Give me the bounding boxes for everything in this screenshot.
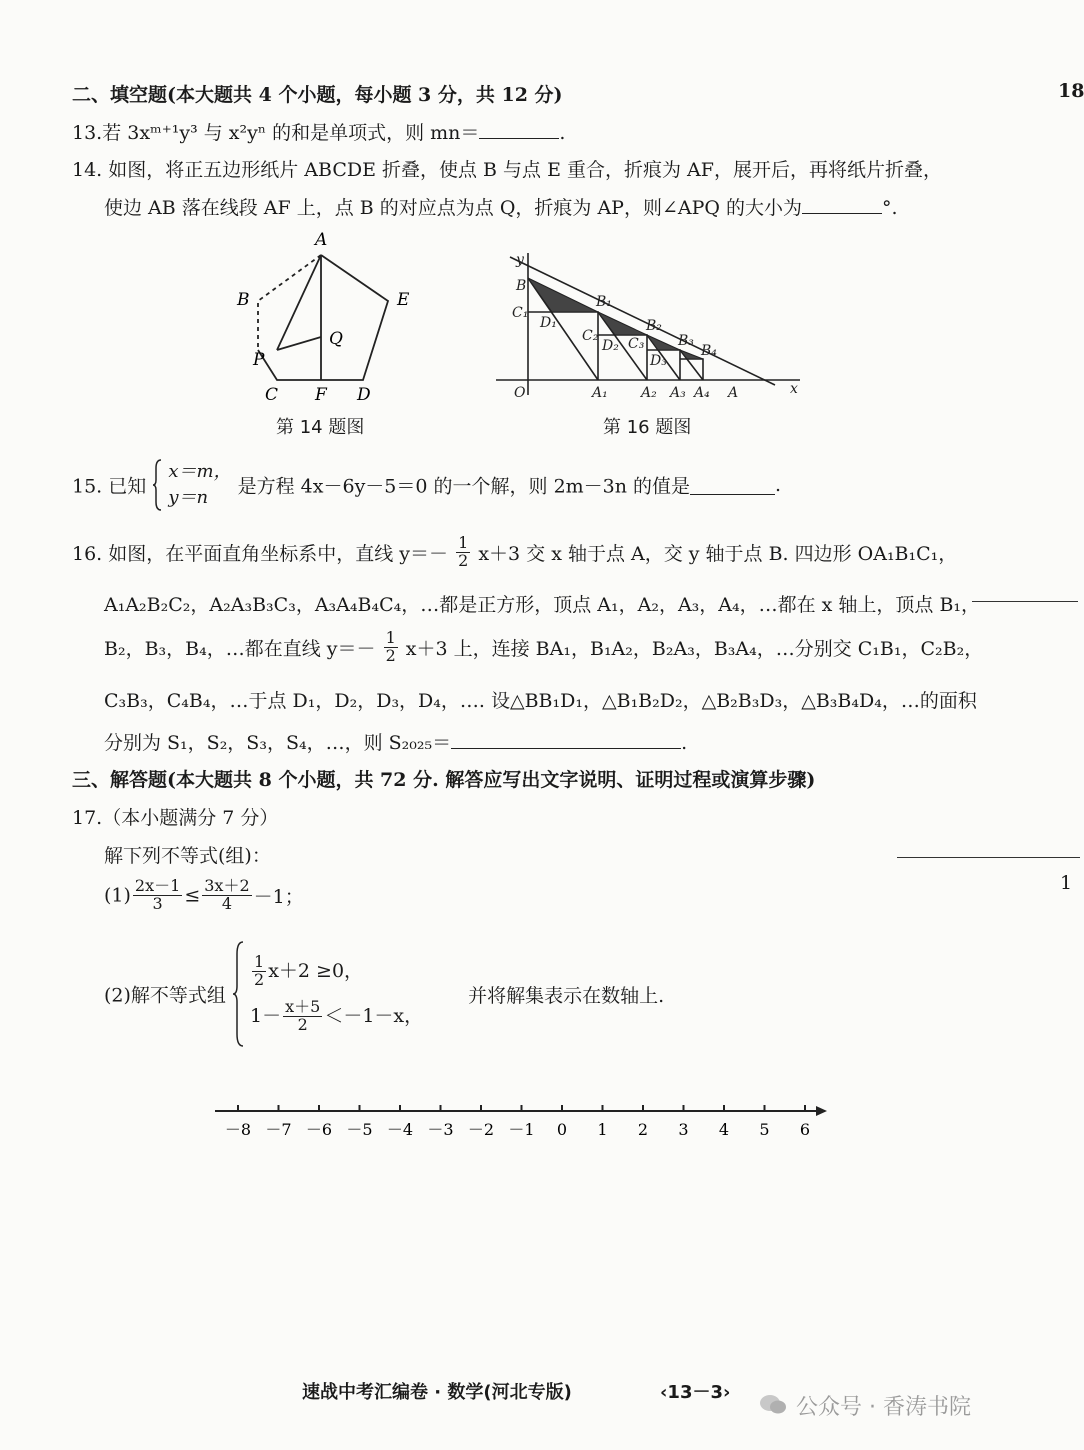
system-17-row-2 — [250, 997, 424, 1034]
number-line-label: 5 — [759, 1120, 770, 1139]
label-d2: D₂ — [602, 338, 619, 354]
triangle-s4 — [680, 350, 703, 359]
number-line-label: －1 — [508, 1120, 535, 1139]
row-1-num: 1 — [254, 952, 265, 972]
number-line-label: －3 — [427, 1120, 454, 1139]
number-line[interactable] — [200, 1095, 840, 1145]
label-a1: A₁ — [592, 385, 608, 401]
row-1-tail: x＋2 ≥0， — [268, 960, 364, 983]
label-d1: D₁ — [540, 315, 557, 331]
question-16-line-3 — [104, 630, 983, 665]
wechat-icon — [758, 1392, 788, 1416]
question-17-head: 17.（本小题满分 7 分） — [72, 807, 279, 829]
number-line-label: 1 — [597, 1120, 608, 1139]
label-a3: A₃ — [670, 385, 686, 401]
system-15-row-1: x＝m， — [168, 460, 232, 482]
figure-14-caption: 第 14 题图 — [276, 417, 365, 438]
part-1-op: ≤ — [184, 884, 201, 907]
number-line-label: 6 — [799, 1120, 811, 1139]
question-16-l1a: 16. 如图，在平面直角坐标系中，直线 y＝－ — [72, 542, 449, 565]
side-mark: 1 — [1060, 872, 1073, 894]
fraction-den-2: 2 — [385, 645, 396, 665]
system-15 — [168, 459, 231, 511]
label-b2: B₂ — [646, 318, 662, 334]
label-d: D — [357, 385, 371, 405]
label-f: F — [315, 385, 327, 405]
row-1-frac — [252, 954, 266, 989]
question-15-prefix: 15. 已知 — [72, 475, 147, 498]
number-line-label: 2 — [637, 1120, 649, 1139]
part-2-suffix: 并将解集表示在数轴上. — [468, 984, 665, 1007]
row-2-frac — [283, 999, 322, 1034]
part-1-num-left: 2x－1 — [134, 876, 181, 895]
label-b1: B₁ — [596, 294, 612, 310]
question-16-line-1 — [72, 535, 957, 570]
label-e: E — [397, 290, 410, 310]
question-15-text: 是方程 4x－6y－5＝0 的一个解，则 2m－3n 的值是 — [237, 475, 691, 498]
question-14-line-2 — [104, 193, 898, 220]
part-1-den-right: 4 — [221, 893, 233, 913]
answer-blank-15[interactable] — [690, 476, 775, 495]
figure-16-caption: 第 16 题图 — [603, 417, 692, 438]
label-c: C — [265, 385, 279, 405]
part-1-den-left: 3 — [152, 893, 163, 913]
system-15-row-2: y＝n — [168, 487, 209, 508]
question-16-l1b: x＋3 交 x 轴于点 A，交 y 轴于点 B. 四边形 OA₁B₁C₁， — [478, 542, 958, 565]
number-line-label: 4 — [718, 1120, 730, 1139]
label-b4: B₄ — [701, 343, 717, 359]
row-1-den: 2 — [254, 970, 265, 990]
question-16-line-4: C₃B₃，C₄B₄，…于点 D₁，D₂，D₃，D₄，…. 设△BB₁D₁，△B₁B₂D₂，△B₂B₃D₃，△B₃B₄D₄，…的面积 — [104, 690, 977, 712]
label-b: B — [237, 290, 250, 310]
part-1-num-right: 3x＋2 — [204, 876, 250, 895]
fold-line-ap — [277, 255, 321, 350]
part-1-frac-left — [133, 878, 182, 913]
part-1-label: (1) — [104, 884, 131, 907]
margin-rule — [972, 601, 1078, 602]
answer-blank-14[interactable] — [802, 195, 882, 214]
label-c2: C₂ — [582, 328, 599, 344]
fraction-num: 1 — [458, 533, 469, 552]
label-a2: A₂ — [641, 385, 657, 401]
system-17 — [250, 952, 424, 1034]
question-14-end: °. — [882, 197, 898, 219]
figure-14 — [225, 225, 425, 410]
margin-rule-2 — [897, 857, 1080, 858]
question-17-instruction: 解下列不等式(组)： — [104, 845, 271, 867]
question-16-line-5 — [104, 728, 687, 755]
side-page-number: 18 — [1058, 80, 1084, 102]
question-17-part-1 — [104, 878, 304, 913]
label-x: x — [790, 381, 798, 397]
fraction-num-2: 1 — [385, 628, 396, 647]
question-13 — [72, 118, 565, 145]
fraction-half-2 — [384, 630, 398, 665]
row-2-tail: ＜－1－x， — [324, 1004, 424, 1027]
row-2-den: 2 — [297, 1014, 308, 1034]
label-q: Q — [329, 329, 343, 349]
answer-blank-16[interactable] — [451, 730, 681, 749]
label-o: O — [514, 385, 526, 401]
question-16-line-2: A₁A₂B₂C₂，A₂A₃B₃C₃，A₃A₄B₄C₄，…都是正方形，顶点 A₁，A₂，A₃，A₄，…都在 x 轴上，顶点 B₁， — [104, 594, 981, 616]
watermark-text: 公众号 · 香涛书院 — [796, 1395, 971, 1420]
question-16-l3a: B₂，B₃，B₄，…都在直线 y＝－ — [104, 637, 376, 660]
fraction-half — [456, 535, 470, 570]
label-a4: A₄ — [694, 385, 710, 401]
question-14-text: 使边 AB 落在线段 AF 上，点 B 的对应点为点 Q，折痕为 AP，则∠APQ 的大小为 — [104, 197, 802, 219]
fraction-den: 2 — [458, 550, 469, 570]
segment-pq — [277, 337, 321, 350]
label-b-axis: B — [516, 278, 527, 294]
number-line-label: －4 — [386, 1120, 414, 1139]
number-line-label: 3 — [678, 1120, 689, 1139]
section-2-title: 二、填空题(本大题共 4 个小题，每小题 3 分，共 12 分) — [72, 84, 563, 106]
label-a-axis: A — [728, 385, 739, 401]
answer-blank-13[interactable] — [479, 120, 559, 139]
footer-title: 速战中考汇编卷 · 数学(河北专版) — [302, 1382, 572, 1403]
question-15-end: . — [775, 474, 782, 496]
row-2-pre: 1－ — [250, 1004, 282, 1027]
folded-edges — [258, 255, 321, 350]
brace-icon — [152, 458, 162, 512]
footer-page: ‹13－3› — [660, 1382, 731, 1403]
part-2-label: (2)解不等式组 — [104, 984, 226, 1007]
number-line-label: －6 — [305, 1120, 333, 1139]
label-a: A — [315, 230, 328, 250]
part-1-frac-right — [202, 878, 251, 913]
square-1 — [528, 312, 598, 380]
number-line-label: －7 — [265, 1120, 292, 1139]
system-17-row-1 — [250, 954, 420, 989]
question-13-text: 13.若 3xᵐ⁺¹y³ 与 x²yⁿ 的和是单项式，则 mn＝ — [72, 122, 480, 144]
number-line-label: －2 — [467, 1120, 495, 1139]
question-16-l5: 分别为 S₁，S₂，S₃，S₄，…，则 S₂₀₂₅＝ — [104, 732, 452, 754]
square-4 — [680, 359, 703, 380]
row-2-num: x＋5 — [285, 997, 321, 1016]
question-17-part-2 — [104, 940, 664, 1048]
number-line-arrow-icon — [816, 1106, 827, 1116]
part-1-tail: －1； — [253, 885, 304, 908]
section-3-title: 三、解答题(本大题共 8 个小题，共 72 分. 解答应写出文字说明、证明过程或演算步骤) — [72, 769, 816, 791]
number-line-label: －8 — [224, 1120, 252, 1139]
figure-16 — [490, 245, 810, 410]
label-d3: D₃ — [650, 353, 667, 369]
question-13-end: . — [559, 122, 566, 144]
label-c1: C₁ — [512, 305, 529, 321]
question-16-end: . — [681, 732, 688, 754]
question-14-line-1: 14. 如图，将正五边形纸片 ABCDE 折叠，使点 B 与点 E 重合，折痕为 AF，展开后，再将纸片折叠， — [72, 159, 942, 181]
label-b3: B₃ — [678, 333, 694, 349]
pentagon-edges — [258, 255, 388, 380]
question-15 — [72, 458, 781, 512]
question-16-l3b: x＋3 上，连接 BA₁，B₁A₂，B₂A₃，B₃A₄，…分别交 C₁B₁，C₂B₂， — [405, 637, 984, 660]
brace-icon-2 — [232, 940, 244, 1048]
number-line-label: 0 — [556, 1120, 568, 1139]
label-p: P — [253, 350, 265, 370]
label-c3: C₃ — [628, 336, 645, 352]
label-y: y — [516, 252, 524, 268]
number-line-label: －5 — [346, 1120, 373, 1139]
